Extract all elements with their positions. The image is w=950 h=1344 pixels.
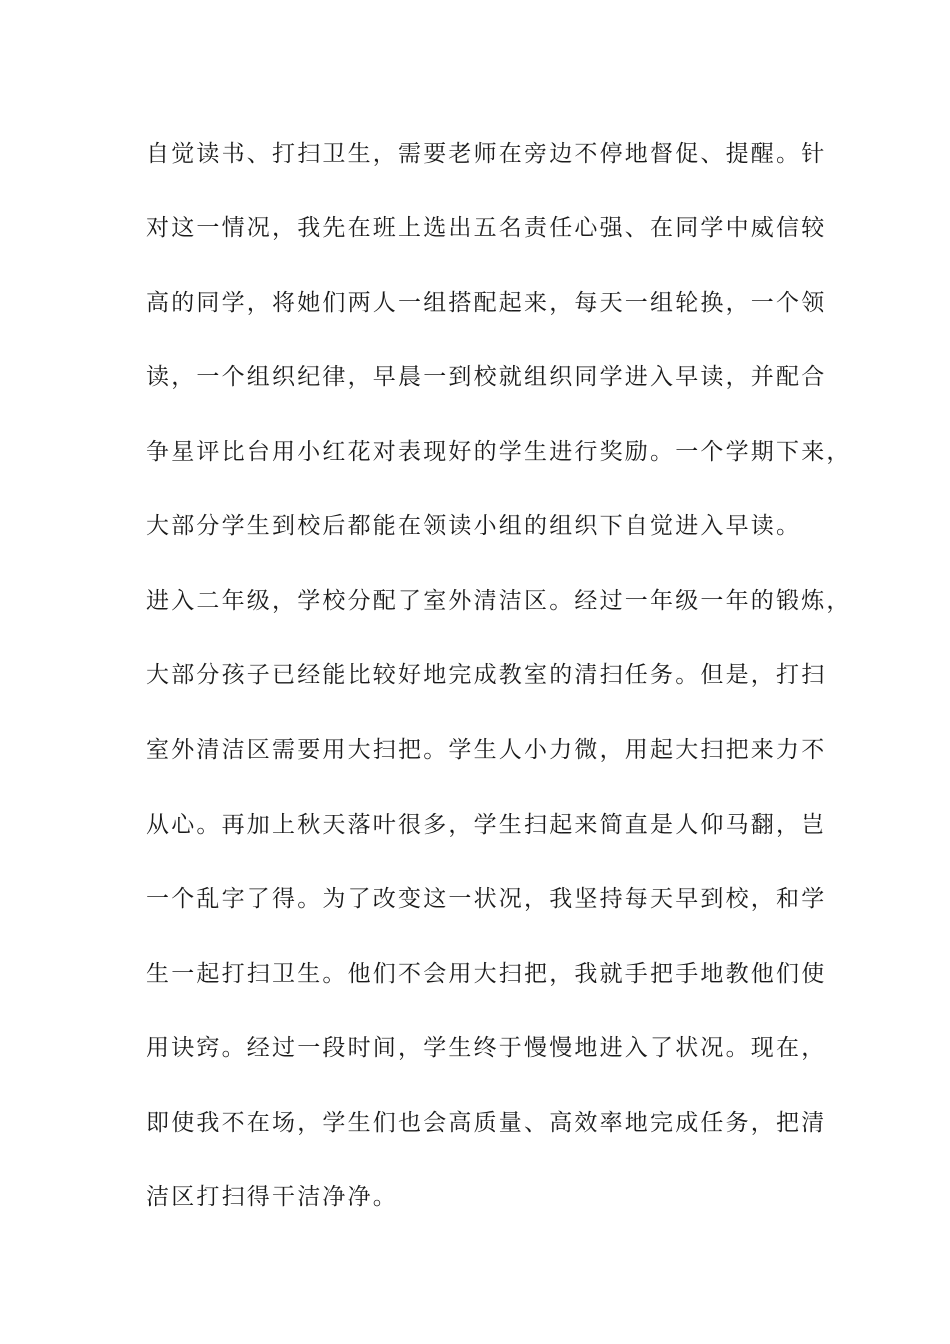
text-line: 争星评比台用小红花对表现好的学生进行奖励。一个学期下来，	[146, 439, 852, 465]
text-line: 洁区打扫得干洁净净。	[146, 1184, 398, 1210]
text-line: 即使我不在场，学生们也会高质量、高效率地完成任务，把清	[146, 1110, 827, 1136]
text-line: 读，一个组织纪律，早晨一到校就组织同学进入早读，并配合	[146, 364, 827, 390]
text-line: 大部分孩子已经能比较好地完成教室的清扫任务。但是，打扫	[146, 662, 827, 688]
text-line: 高的同学，将她们两人一组搭配起来，每天一组轮换，一个领	[146, 290, 827, 316]
text-line: 对这一情况，我先在班上选出五名责任心强、在同学中威信较	[146, 215, 827, 241]
text-line: 一个乱字了得。为了改变这一状况，我坚持每天早到校，和学	[146, 886, 827, 912]
text-line: 用诀窍。经过一段时间，学生终于慢慢地进入了状况。现在，	[146, 1035, 827, 1061]
text-line: 大部分学生到校后都能在领读小组的组织下自觉进入早读。	[146, 513, 802, 539]
text-line: 室外清洁区需要用大扫把。学生人小力微，用起大扫把来力不	[146, 737, 827, 763]
text-line: 自觉读书、打扫卫生，需要老师在旁边不停地督促、提醒。针	[146, 141, 827, 167]
text-line: 生一起打扫卫生。他们不会用大扫把，我就手把手地教他们使	[146, 961, 827, 987]
text-line: 从心。再加上秋天落叶很多，学生扫起来简直是人仰马翻，岂	[146, 812, 827, 838]
text-line: 进入二年级，学校分配了室外清洁区。经过一年级一年的锻炼，	[146, 588, 852, 614]
